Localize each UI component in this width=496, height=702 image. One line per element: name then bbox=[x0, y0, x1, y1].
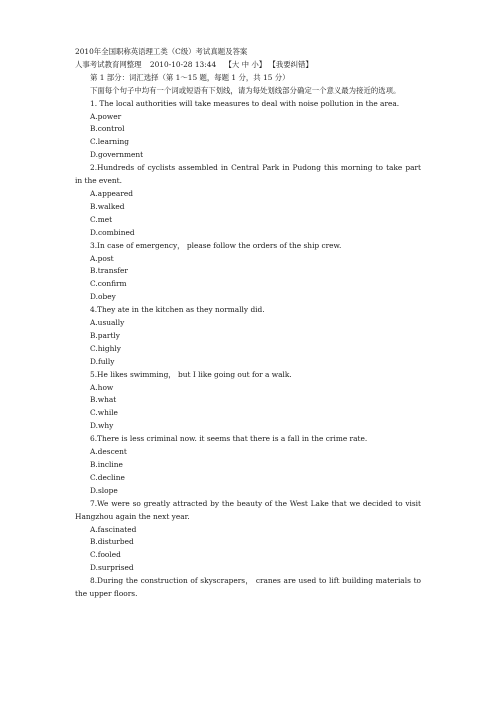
question-stem: 5.He likes swimming， but I like going out for a walk. bbox=[90, 369, 292, 379]
answer-option: B.disturbed bbox=[90, 537, 134, 547]
answer-option: B.incline bbox=[90, 460, 123, 469]
answer-option: D.fully bbox=[90, 356, 115, 366]
document-content bbox=[75, 46, 421, 601]
answer-option: C.highly bbox=[90, 343, 121, 353]
answer-option: C.fooled bbox=[90, 550, 121, 560]
section-heading: 第 1 部分：词汇选择（第 1～15 题，每题 1 分，共 15 分） bbox=[90, 72, 290, 82]
publish-datetime: 2010-10-28 13:44 bbox=[149, 59, 217, 69]
answer-option: C.met bbox=[90, 214, 113, 224]
answer-option: B.transfer bbox=[90, 266, 128, 276]
question-stem: 3.In case of emergency， please follow the orders of the ship crew. bbox=[90, 240, 342, 250]
answer-option: A.descent bbox=[90, 447, 127, 457]
answer-option: D.obey bbox=[90, 292, 116, 302]
question-stem: 8.During the construction of skyscrapers， cranes are used to lift building materials to the upper floors. bbox=[75, 576, 421, 599]
answer-option: B.walked bbox=[90, 201, 125, 211]
answer-option: D.why bbox=[90, 421, 114, 431]
answer-option: A.how bbox=[90, 382, 114, 392]
answer-option: B.control bbox=[90, 124, 125, 134]
font-size-selector[interactable]: 【大 中 小】 bbox=[224, 59, 267, 69]
answer-option: B.what bbox=[90, 395, 117, 405]
question-stem: 1. The local authorities will take measures to deal with noise pollution in the area. bbox=[90, 98, 400, 108]
answer-option: D.slope bbox=[90, 485, 118, 495]
article-meta bbox=[75, 59, 421, 72]
answer-option: C.confirm bbox=[90, 279, 127, 289]
answer-option: D.government bbox=[90, 150, 144, 160]
answer-option: C.decline bbox=[90, 472, 125, 482]
question-stem: 6.There is less criminal now. it seems that there is a fall in the crime rate. bbox=[90, 434, 368, 444]
question-list bbox=[75, 98, 421, 601]
answer-option: A.power bbox=[90, 111, 122, 121]
section-instructions: 下面每个句子中均有一个词或短语有下划线，请为每处划线部分确定一个意义最为接近的选项。 bbox=[90, 85, 401, 95]
question-stem: 4.They ate in the kitchen as they normally did. bbox=[90, 305, 265, 315]
answer-option: D.combined bbox=[90, 227, 135, 237]
answer-option: A.usually bbox=[90, 318, 125, 328]
question-stem: 7.We were so greatly attracted by the beauty of the West Lake that we decided to visit Hangzhou again the next year. bbox=[75, 498, 421, 521]
answer-option: B.partly bbox=[90, 330, 120, 340]
answer-option: D.surprised bbox=[90, 563, 134, 573]
report-error-link[interactable]: 【我要纠错】 bbox=[272, 59, 313, 69]
source-label: 人事考试教育网整理 bbox=[75, 59, 142, 69]
answer-option: C.while bbox=[90, 408, 118, 418]
question-stem: 2.Hundreds of cyclists assembled in Central Park in Pudong this morning to take part in the event. bbox=[75, 163, 421, 186]
doc-title: 2010年全国职称英语理工类（C级）考试真题及答案 bbox=[75, 47, 248, 56]
answer-option: C.learning bbox=[90, 137, 130, 147]
answer-option: A.appeared bbox=[90, 188, 133, 198]
answer-option: A.fascinated bbox=[90, 524, 137, 534]
answer-option: A.post bbox=[90, 253, 114, 263]
